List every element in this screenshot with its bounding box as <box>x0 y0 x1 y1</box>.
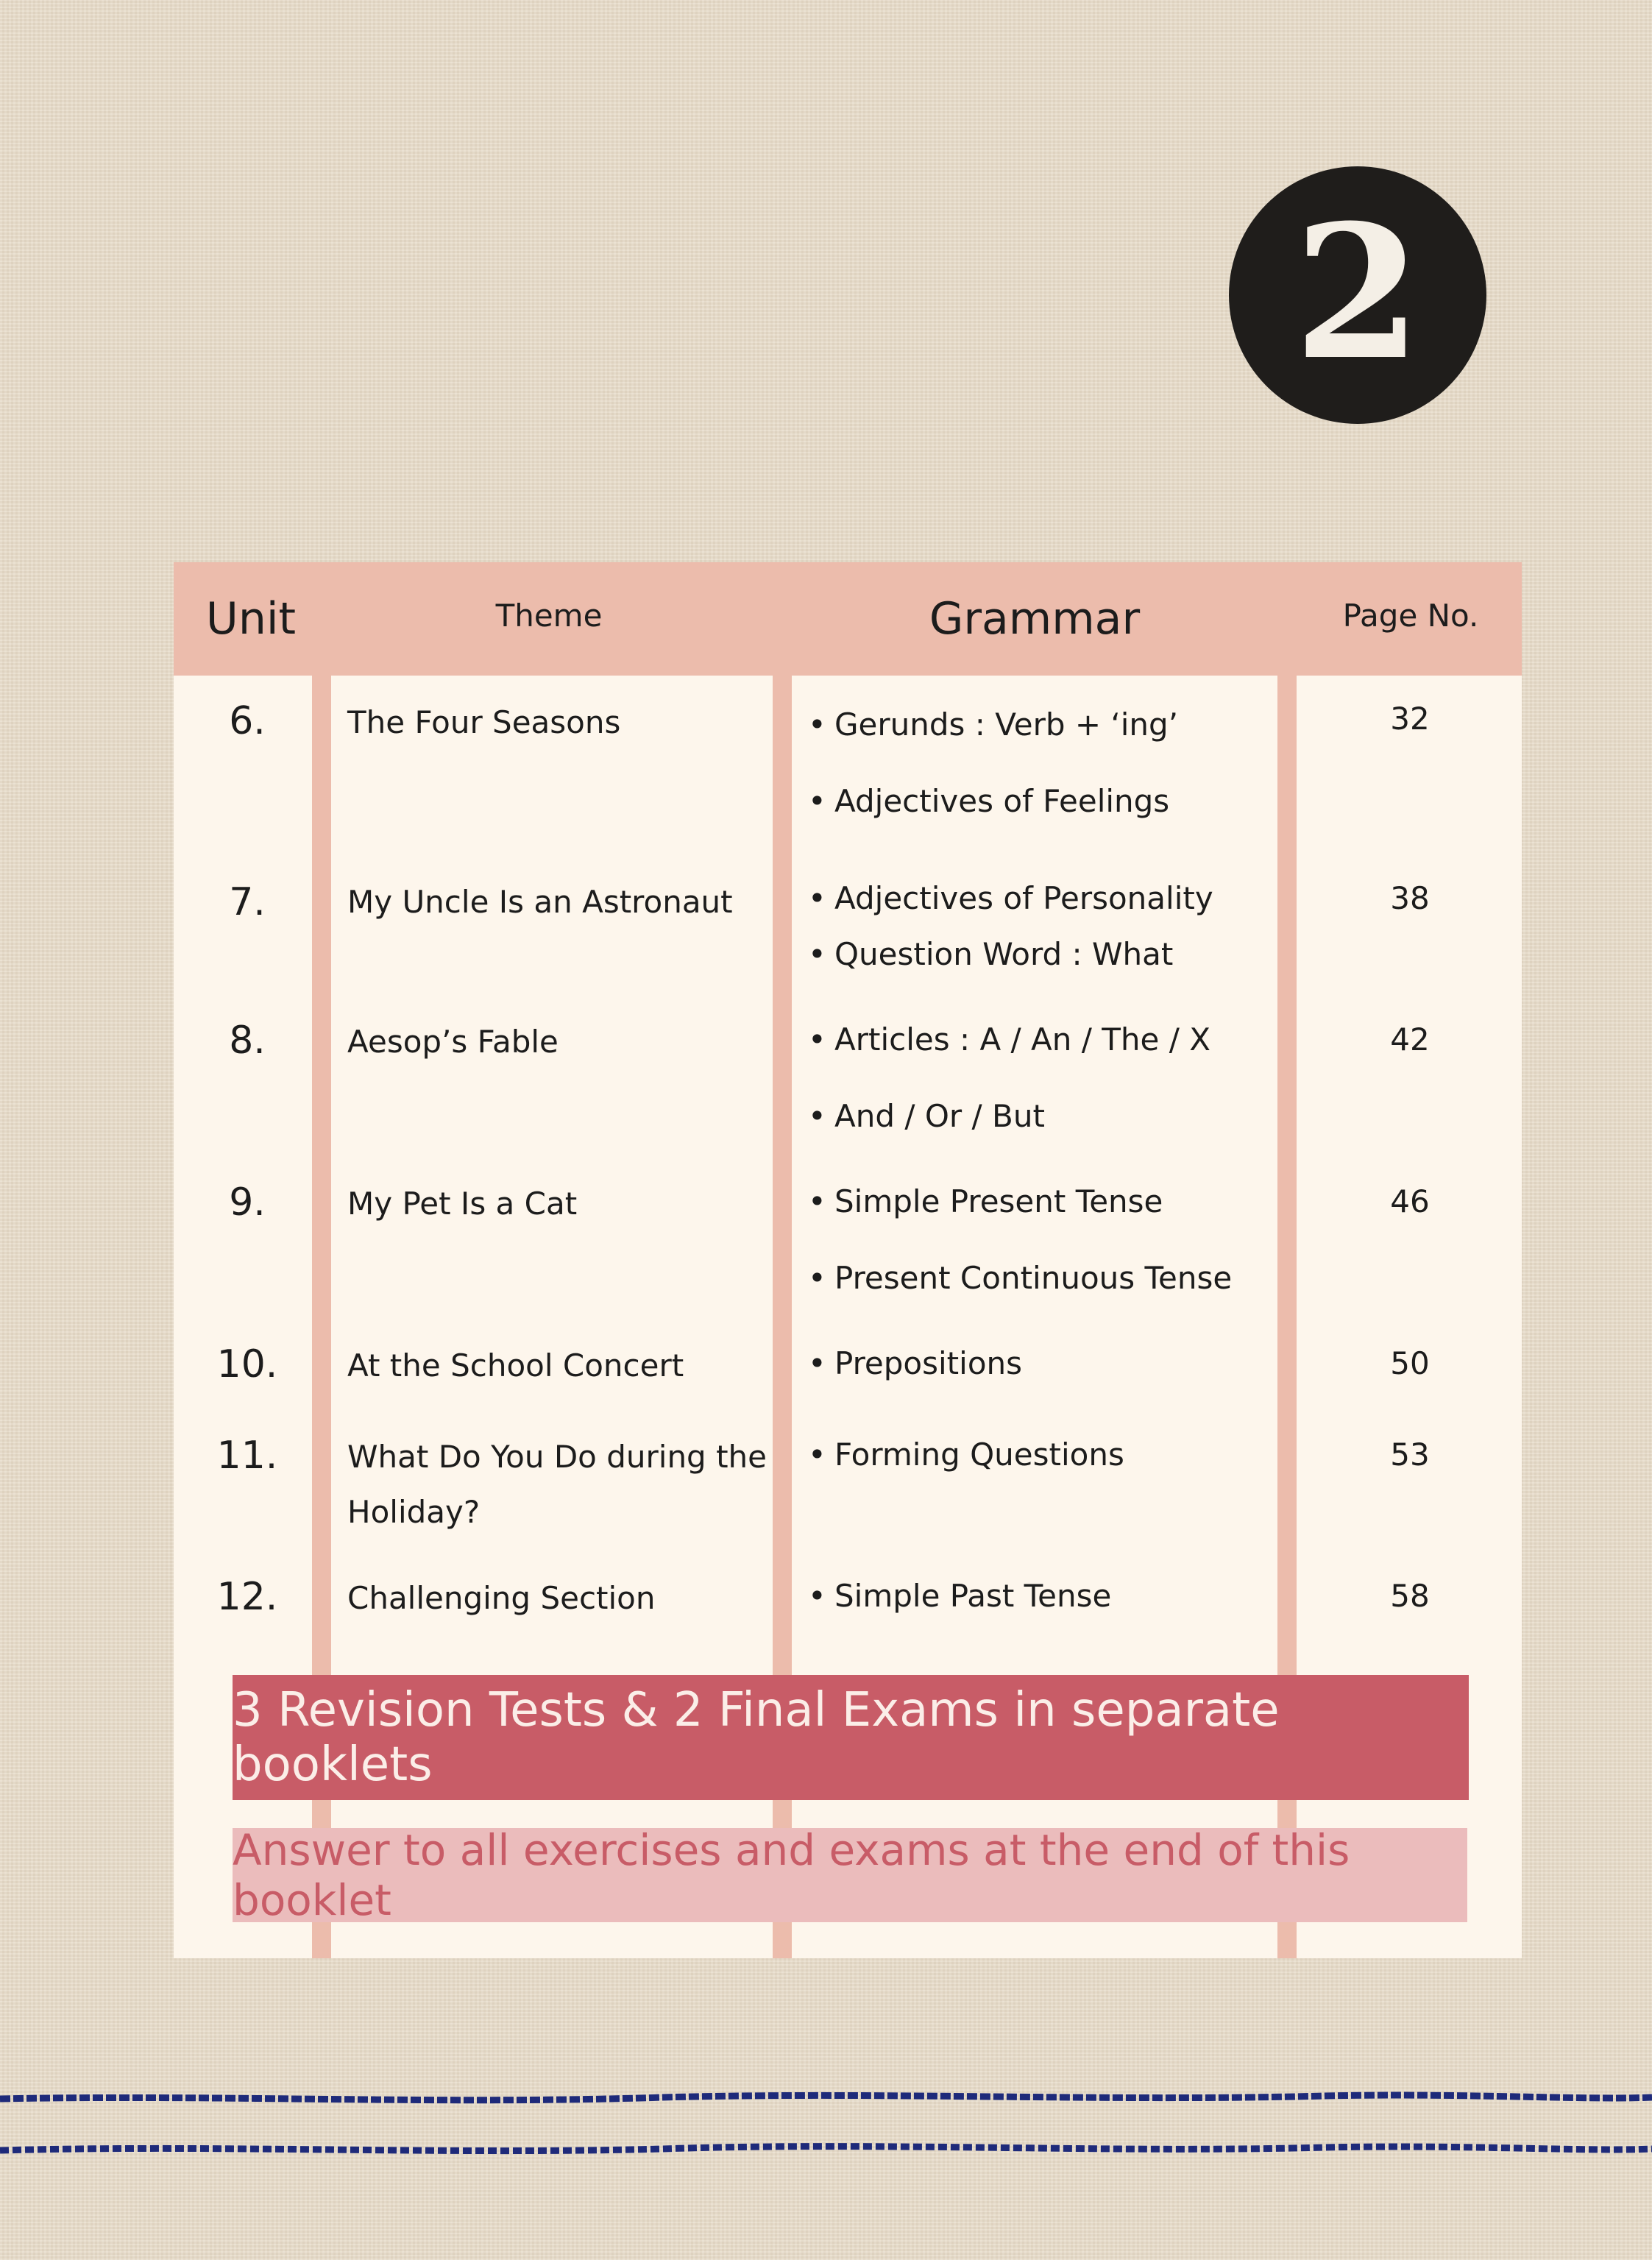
grammar-item <box>808 1345 1022 1381</box>
theme-cell-line2: Holiday? <box>347 1494 481 1530</box>
page-number: 46 <box>1390 1183 1430 1219</box>
unit-number-badge <box>1229 166 1486 424</box>
badge-number: 2 <box>1294 184 1422 400</box>
bullet: • <box>808 1345 826 1381</box>
theme-cell: My Pet Is a Cat <box>347 1186 578 1222</box>
bullet: • <box>808 1260 826 1296</box>
unit-number: 6. <box>229 699 266 743</box>
grammar-item <box>808 783 1169 819</box>
header-grammar: Grammar <box>929 593 1141 645</box>
unit-number: 11. <box>216 1434 278 1478</box>
theme-cell: At the School Concert <box>347 1347 684 1384</box>
grammar-text: Adjectives of Feelings <box>834 783 1170 819</box>
table-header <box>174 562 1522 676</box>
grammar-text: Simple Present Tense <box>834 1183 1163 1219</box>
grammar-text: Gerunds : Verb + ‘ing’ <box>834 706 1179 743</box>
unit-number: 10. <box>216 1342 278 1386</box>
grammar-item <box>808 1437 1124 1473</box>
grammar-item <box>808 1578 1111 1614</box>
header-theme: Theme <box>495 598 603 634</box>
stitch-decoration <box>0 2068 1652 2178</box>
bullet: • <box>808 783 826 819</box>
header-page-no: Page No. <box>1342 598 1479 634</box>
theme-cell: Aesop’s Fable <box>347 1024 559 1060</box>
grammar-text: Articles : A / An / The / X <box>834 1021 1210 1058</box>
answers-note: Answer to all exercises and exams at the end of this booklet <box>233 1828 1467 1922</box>
page-number: 58 <box>1390 1578 1430 1614</box>
theme-cell: My Uncle Is an Astronaut <box>347 884 733 920</box>
grammar-text: Question Word : What <box>834 936 1174 972</box>
bullet: • <box>808 1021 826 1058</box>
grammar-item <box>808 706 1178 743</box>
grammar-text: And / Or / But <box>834 1098 1045 1134</box>
grammar-item <box>808 1183 1163 1219</box>
unit-number: 9. <box>229 1180 266 1225</box>
bullet: • <box>808 936 826 972</box>
header-unit: Unit <box>205 593 297 645</box>
unit-number: 8. <box>229 1019 266 1063</box>
grammar-text: Simple Past Tense <box>834 1578 1112 1614</box>
bullet: • <box>808 880 826 916</box>
unit-number: 12. <box>216 1575 278 1619</box>
theme-cell: Challenging Section <box>347 1580 656 1616</box>
grammar-text: Forming Questions <box>834 1437 1124 1473</box>
grammar-item <box>808 936 1173 972</box>
theme-cell: The Four Seasons <box>347 704 621 740</box>
grammar-item <box>808 1260 1232 1296</box>
page-number: 53 <box>1390 1437 1430 1473</box>
grammar-item <box>808 1021 1210 1058</box>
unit-number: 7. <box>229 880 266 924</box>
bullet: • <box>808 1578 826 1614</box>
grammar-item <box>808 880 1213 916</box>
grammar-text: Adjectives of Personality <box>834 880 1213 916</box>
theme-cell: What Do You Do during the <box>347 1439 767 1475</box>
contents-table <box>174 562 1522 1958</box>
bullet: • <box>808 706 826 743</box>
page-number: 50 <box>1390 1345 1430 1381</box>
grammar-text: Present Continuous Tense <box>834 1260 1233 1296</box>
bullet: • <box>808 1098 826 1134</box>
bullet: • <box>808 1437 826 1473</box>
page-number: 32 <box>1390 701 1430 737</box>
grammar-text: Prepositions <box>834 1345 1023 1381</box>
page-number: 38 <box>1390 880 1430 916</box>
bullet: • <box>808 1183 826 1219</box>
grammar-item <box>808 1098 1045 1134</box>
page-number: 42 <box>1390 1021 1430 1058</box>
revision-tests-banner: 3 Revision Tests & 2 Final Exams in separate booklets <box>233 1675 1469 1800</box>
